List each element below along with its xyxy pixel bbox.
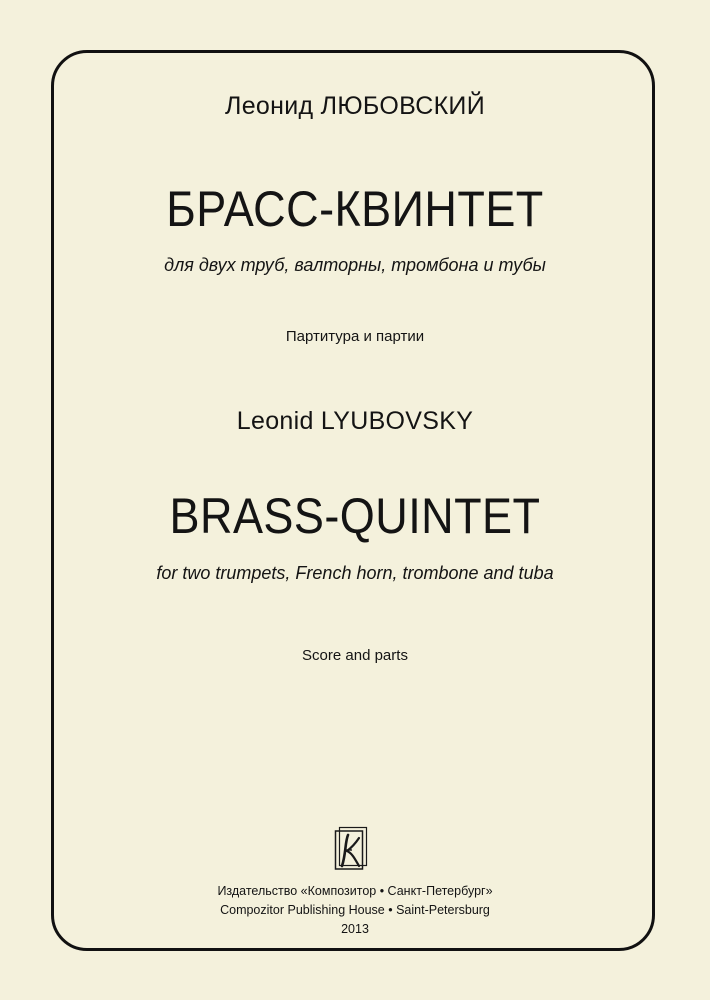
subtitle-ru: для двух труб, валторны, тромбона и тубы (164, 255, 546, 275)
author-en: Leonid LYUBOVSKY (236, 407, 474, 435)
publisher-line-en: Compozitor Publishing House • Saint-Petersburg (220, 903, 490, 917)
publisher-logo-icon (334, 826, 368, 872)
subtitle-en: for two trumpets, French horn, trombone and tuba (156, 563, 554, 583)
publisher-line-ru: Издательство «Композитор • Санкт-Петербург» (217, 884, 493, 898)
score-label-ru: Партитура и партии (285, 328, 425, 345)
title-ru: БРАСС-КВИНТЕТ (166, 181, 544, 237)
score-label-en: Score and parts (302, 647, 408, 664)
publication-year: 2013 (341, 922, 369, 936)
author-ru: Леонид ЛЮБОВСКИЙ (225, 92, 485, 120)
title-en: BRASS-QUINTET (169, 488, 541, 544)
